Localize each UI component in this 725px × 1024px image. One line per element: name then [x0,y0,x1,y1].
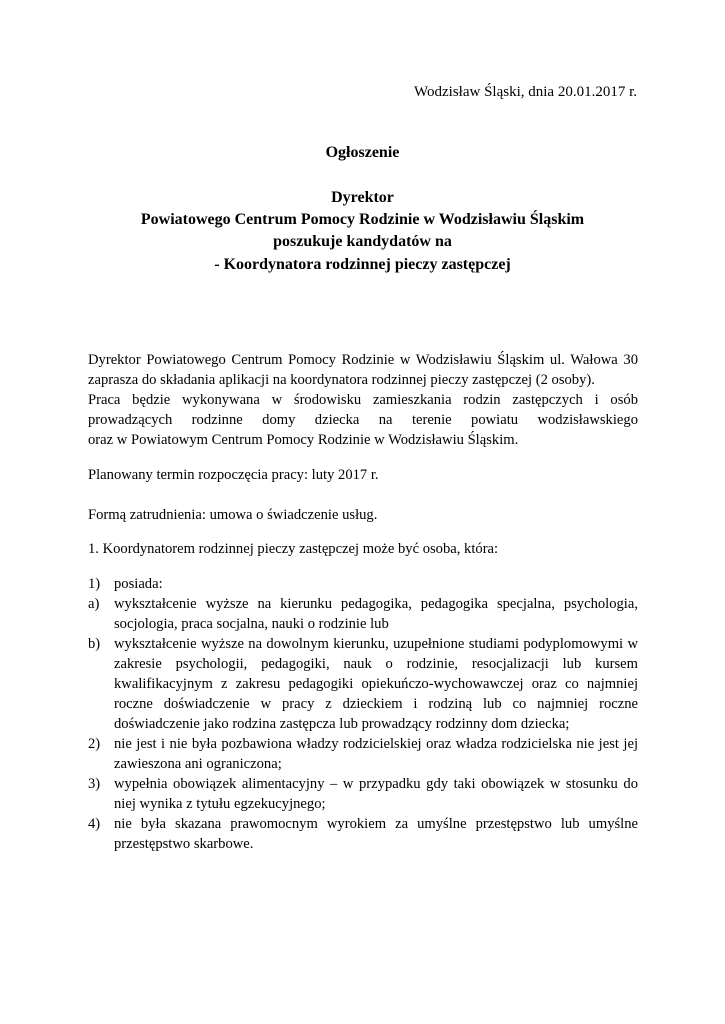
list-text: wykształcenie wyższe na dowolnym kierunku, uzupełnione studiami podyplomowymi w zakresie psychologii, pedagogiki, nauk o rodzinie, resocjalizacji lub kursem kwalifikacyjnym z zakresu pedagogiki opiekuńczo-wychowawczej oraz co najmniej roczne doświadczenie w pracy z dzieckiem i rodziną lub co najmniej roczne doświadczenie jako rodzina zastępcza lub prowadzący rodzinny dom dziecka; [114,636,638,732]
intro-line-2: zaprasza do składania aplikacji na koordynatora rodzinnej pieczy zastępczej (2 osoby). [88,372,595,388]
list-marker: 3) [88,776,101,792]
list-marker: 1) [88,576,101,592]
list-item [88,774,638,814]
list-item [88,814,638,854]
list-text: nie jest i nie była pozbawiona władzy rodzicielskiej oraz władza rodzicielska nie jest jej zawieszona ani ograniczona; [114,736,638,772]
position-title: - Koordynatora rodzinnej pieczy zastępczej [214,256,511,273]
institution-title: Powiatowego Centrum Pomocy Rodzinie w Wodzisławiu Śląskim [140,211,585,228]
list-item [88,594,638,634]
requirements-intro: 1. Koordynatorem rodzinnej pieczy zastępczej może być osoba, która: [88,541,499,557]
list-text: wykształcenie wyższe na kierunku pedagogika, pedagogika specjalna, psychologia, socjologia, praca socjalna, nauki o rodzinie lub [114,596,638,632]
intro-line-5: oraz w Powiatowym Centrum Pomocy Rodzinie w Wodzisławiu Śląskim. [88,432,519,448]
intro-paragraph [88,350,638,450]
announcement-title: Ogłoszenie [325,144,400,161]
list-marker: 4) [88,816,101,832]
list-item [88,634,638,734]
list-marker: 2) [88,736,101,752]
list-marker: b) [88,636,101,652]
list-marker: a) [88,596,100,612]
list-item [88,734,638,774]
director-title: Dyrektor [331,189,394,206]
seeking-title: poszukuje kandydatów na [273,233,452,250]
intro-line-1: Dyrektor Powiatowego Centrum Pomocy Rodzinie w Wodzisławiu Śląskim ul. Wałowa 30 [88,352,638,368]
start-date-text: Planowany termin rozpoczęcia pracy: luty 2017 r. [88,467,379,483]
employment-form-text: Formą zatrudnienia: umowa o świadczenie usług. [88,507,378,523]
list-text: posiada: [114,576,163,592]
list-text: nie była skazana prawomocnym wyrokiem za umyślne przestępstwo lub umyślne przestępstwo skarbowe. [114,816,638,852]
list-text: wypełnia obowiązek alimentacyjny – w przypadku gdy taki obowiązek w stosunku do niej wynika z tytułu egzekucyjnego; [114,776,638,812]
list-item [88,574,638,594]
intro-line-4: prowadzących rodzinne domy dziecka na terenie powiatu wodzisławskiego [88,412,638,428]
requirements-list [88,574,638,854]
intro-line-3: Praca będzie wykonywana w środowisku zamieszkania rodzin zastępczych i osób [88,392,638,408]
date-line: Wodzisław Śląski, dnia 20.01.2017 r. [414,84,637,100]
